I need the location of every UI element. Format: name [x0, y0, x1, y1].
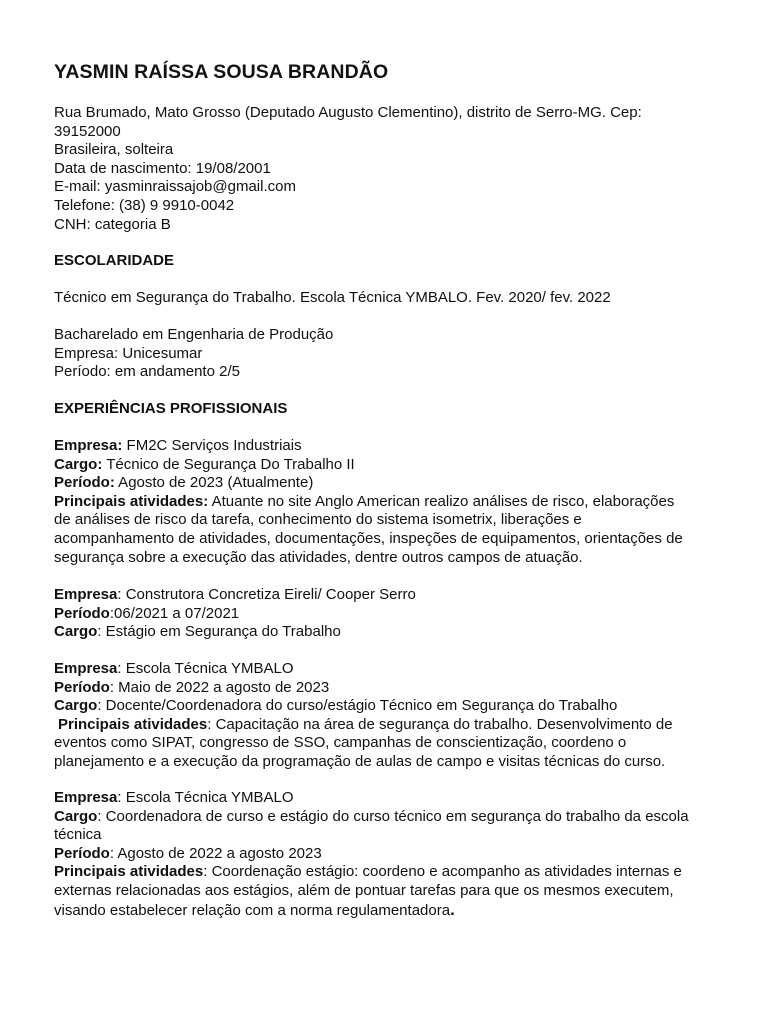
final-period: . [450, 899, 455, 919]
job-1-company [54, 437, 714, 456]
role-label: Cargo: [54, 455, 103, 473]
phone-line: Telefone: (38) 9 9910-0042 [54, 196, 235, 214]
job-4-activities-3 [54, 901, 714, 920]
job-3-role [54, 697, 714, 716]
job-1-activities-4: segurança sobre a execução das atividades, dentre outros campos de atuação. [54, 548, 583, 566]
activities-label: Principais atividades [58, 715, 208, 733]
job-1-activities-3: acompanhamento de atividades, documentações, inspeções de equipamentos, orientações de [54, 529, 683, 547]
course-1-text: Técnico em Segurança do Trabalho. Escola Técnica YMBALO. Fev. 2020/ fev. 2022 [54, 289, 611, 306]
period-label: Período: [54, 474, 115, 492]
experience-section [54, 400, 714, 419]
role-label: Cargo [54, 697, 98, 715]
job-1-activities-1 [54, 493, 714, 512]
birth-date-line: Data de nascimento: 19/08/2001 [54, 159, 271, 177]
job-4-activities-2: externas relacionadas aos estágios, além de pontuar tarefas para que os mesmos executem, [54, 881, 674, 899]
nationality-line: Brasileira, solteira [54, 141, 174, 159]
course-2-period: Período: em andamento 2/5 [54, 363, 240, 381]
experience-title: EXPERIÊNCIAS PROFISSIONAIS [54, 400, 288, 417]
job-3 [54, 660, 714, 772]
role-value: : Estágio em Segurança do Trabalho [97, 623, 341, 641]
job-1-activities-2: de análises de risco da tarefa, conhecimento do sistema isometrix, liberações e [54, 511, 582, 529]
education-course-1 [54, 289, 714, 308]
job-3-activities-1 [54, 716, 714, 735]
period-label: Período [54, 604, 110, 622]
role-value: Técnico de Segurança Do Trabalho II [102, 455, 355, 473]
period-value: Agosto de 2023 (Atualmente) [114, 474, 314, 492]
job-2-role [54, 623, 714, 642]
job-2-company [54, 586, 714, 605]
job-3-activities-2: eventos como SIPAT, congresso de SSO, campanhas de conscientização, coordeno o [54, 734, 627, 752]
education-course-2 [54, 326, 714, 382]
activities-text: : Capacitação na área de segurança do trabalho. Desenvolvimento de [207, 715, 673, 733]
company-label: Empresa [54, 586, 118, 603]
company-value: : Escola Técnica YMBALO [117, 789, 294, 806]
role-value: : Docente/Coordenadora do curso/estágio Técnico em Segurança do Trabalho [97, 697, 618, 715]
job-2 [54, 586, 714, 642]
period-label: Período [54, 844, 110, 862]
period-value: : Maio de 2022 a agosto de 2023 [109, 678, 330, 696]
activities-text: : Coordenação estágio: coordeno e acompanho as atividades internas e [203, 863, 682, 881]
activities-label: Principais atividades [54, 863, 204, 881]
period-label: Período [54, 678, 110, 696]
course-2-company: Empresa: Unicesumar [54, 344, 203, 362]
activities-label: Principais atividades: [54, 492, 209, 510]
job-4-company [54, 789, 714, 808]
job-4-activities-1 [54, 863, 714, 882]
contact-block [54, 104, 714, 234]
resume-name: YASMIN RAÍSSA SOUSA BRANDÃO [54, 61, 389, 83]
role-value: : Coordenadora de curso e estágio do curso técnico em segurança do trabalho da escola [97, 807, 689, 825]
role-label: Cargo [54, 807, 98, 825]
address-line-2: 39152000 [54, 122, 121, 140]
course-2-title: Bacharelado em Engenharia de Produção [54, 326, 334, 343]
activities-text: Atuante no site Anglo American realizo análises de risco, elaborações [208, 492, 675, 510]
job-4-role-1 [54, 808, 714, 827]
period-value: : Agosto de 2022 a agosto 2023 [109, 844, 322, 862]
job-3-period [54, 679, 714, 698]
company-value: : Construtora Concretiza Eireli/ Cooper Serro [117, 586, 416, 603]
job-3-company [54, 660, 714, 679]
period-value: :06/2021 a 07/2021 [109, 604, 240, 622]
company-value: FM2C Serviços Industriais [122, 437, 302, 454]
job-1 [54, 437, 714, 567]
job-4-role-2: técnica [54, 826, 102, 844]
company-value: : Escola Técnica YMBALO [117, 660, 294, 677]
job-1-role [54, 456, 714, 475]
education-title: ESCOLARIDADE [54, 252, 175, 269]
company-label: Empresa [54, 660, 118, 677]
job-4-period [54, 845, 714, 864]
job-4 [54, 789, 714, 919]
email-line: E-mail: yasminraissajob@gmail.com [54, 178, 296, 196]
company-label: Empresa: [54, 437, 123, 454]
license-line: CNH: categoria B [54, 215, 171, 233]
role-label: Cargo [54, 623, 98, 641]
company-label: Empresa [54, 789, 118, 806]
address-line-1: Rua Brumado, Mato Grosso (Deputado Augusto Clementino), distrito de Serro-MG. Cep: [54, 104, 642, 121]
job-1-period [54, 474, 714, 493]
activities-text: visando estabelecer relação com a norma regulamentadora [54, 901, 451, 919]
job-3-activities-3: planejamento e a execução da programação de aulas de campo e visitas técnicas do curso. [54, 752, 666, 770]
job-2-period [54, 605, 714, 624]
education-section [54, 252, 714, 271]
